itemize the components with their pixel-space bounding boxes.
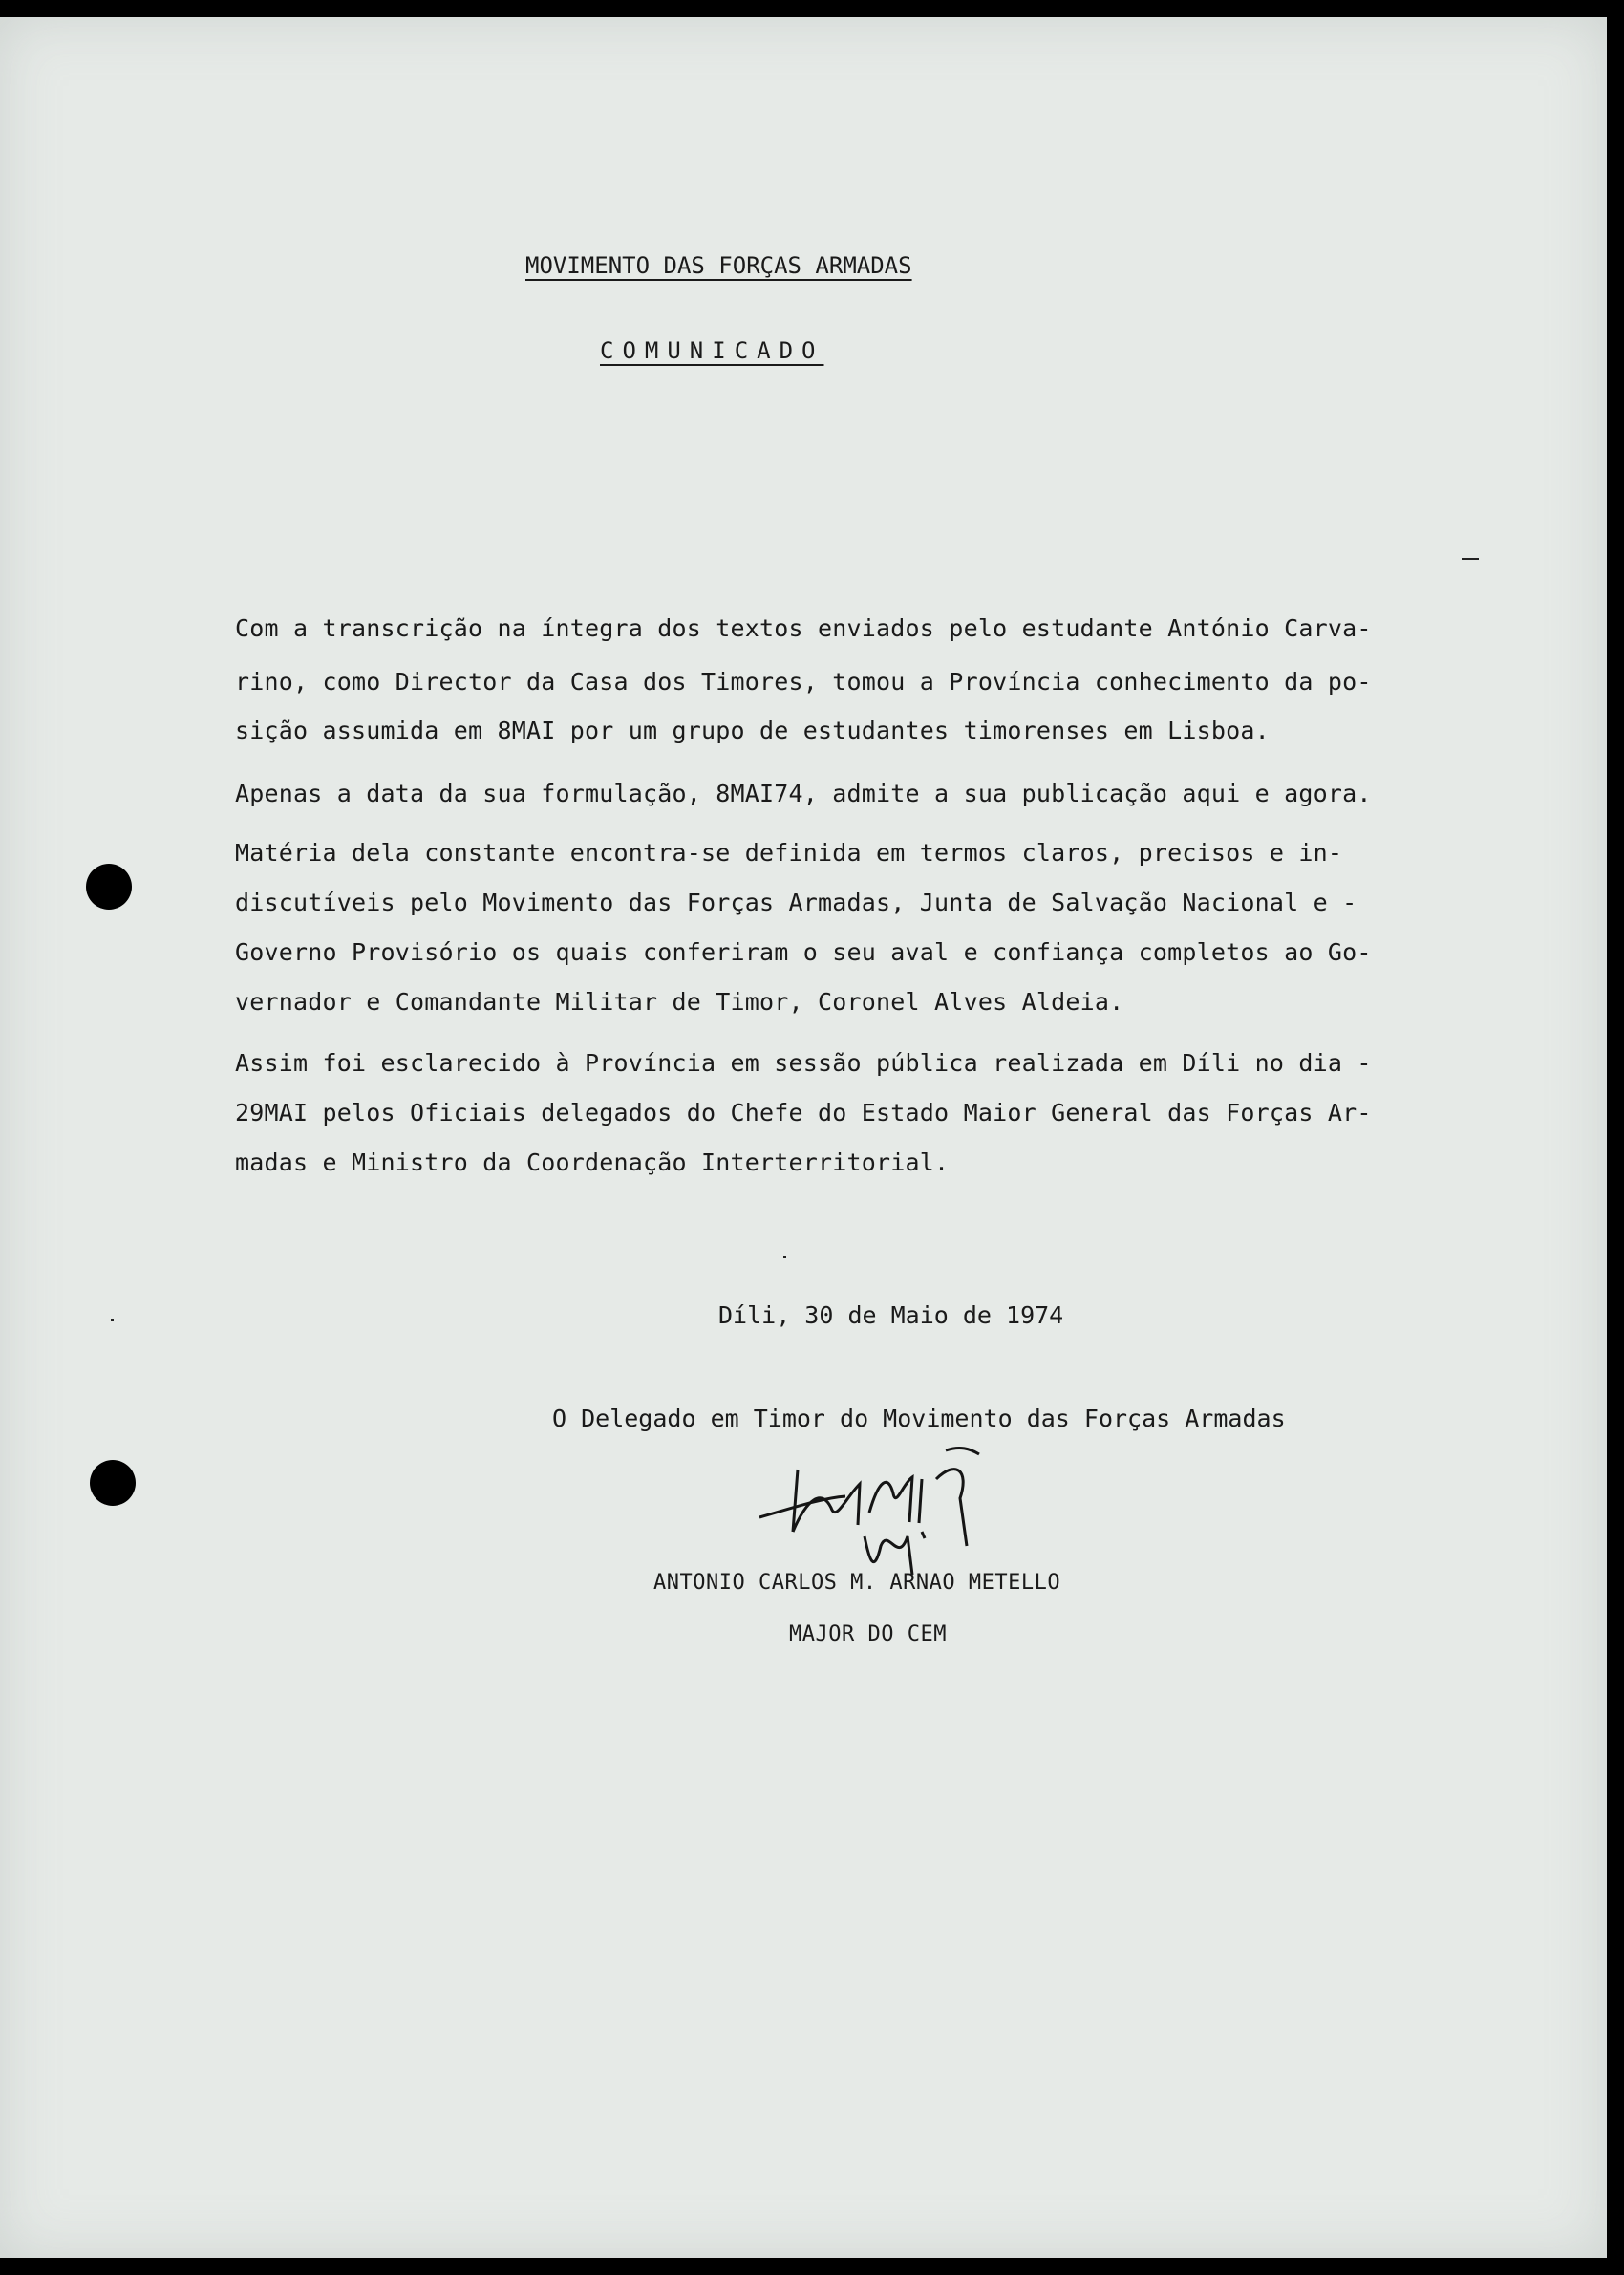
body-line: Governo Provisório os quais conferiram o seu aval e confiança completos ao Go- — [235, 938, 1372, 966]
body-line: Com a transcrição na íntegra dos textos enviados pelo estudante António Carva- — [235, 614, 1372, 642]
body-line: discutíveis pelo Movimento das Forças Armadas, Junta de Salvação Nacional e - — [235, 889, 1357, 916]
handwritten-signature — [755, 1441, 1013, 1584]
body-line: madas e Ministro da Coordenação Interterritorial. — [235, 1148, 950, 1176]
document-title: MOVIMENTO DAS FORÇAS ARMADAS — [525, 252, 912, 279]
ink-speck — [783, 1256, 786, 1258]
document-subtitle: COMUNICADO — [600, 337, 824, 364]
body-line: rino, como Director da Casa dos Timores, tomou a Província conhecimento da po- — [235, 668, 1372, 696]
body-line: Matéria dela constante encontra-se definida em termos claros, precisos e in- — [235, 839, 1343, 867]
body-line: Assim foi esclarecido à Província em sessão pública realizada em Díli no dia - — [235, 1049, 1372, 1077]
delegate-line: O Delegado em Timor do Movimento das Forças Armadas — [552, 1405, 1286, 1432]
signatory-name: ANTONIO CARLOS M. ARNAO METELLO — [653, 1571, 1061, 1595]
document-page — [0, 17, 1607, 2258]
signatory-rank: MAJOR DO CEM — [789, 1622, 947, 1646]
place-date: Díli, 30 de Maio de 1974 — [718, 1301, 1064, 1329]
body-line: sição assumida em 8MAI por um grupo de estudantes timorenses em Lisboa. — [235, 717, 1270, 744]
punch-hole — [86, 864, 132, 910]
margin-mark — [1462, 558, 1479, 560]
ink-speck — [111, 1319, 114, 1321]
punch-hole — [90, 1460, 136, 1506]
body-line: 29MAI pelos Oficiais delegados do Chefe do Estado Maior General das Forças Ar- — [235, 1099, 1372, 1127]
body-line: Apenas a data da sua formulação, 8MAI74, admite a sua publicação aqui e agora. — [235, 780, 1372, 807]
body-line: vernador e Comandante Militar de Timor, Coronel Alves Aldeia. — [235, 988, 1124, 1016]
